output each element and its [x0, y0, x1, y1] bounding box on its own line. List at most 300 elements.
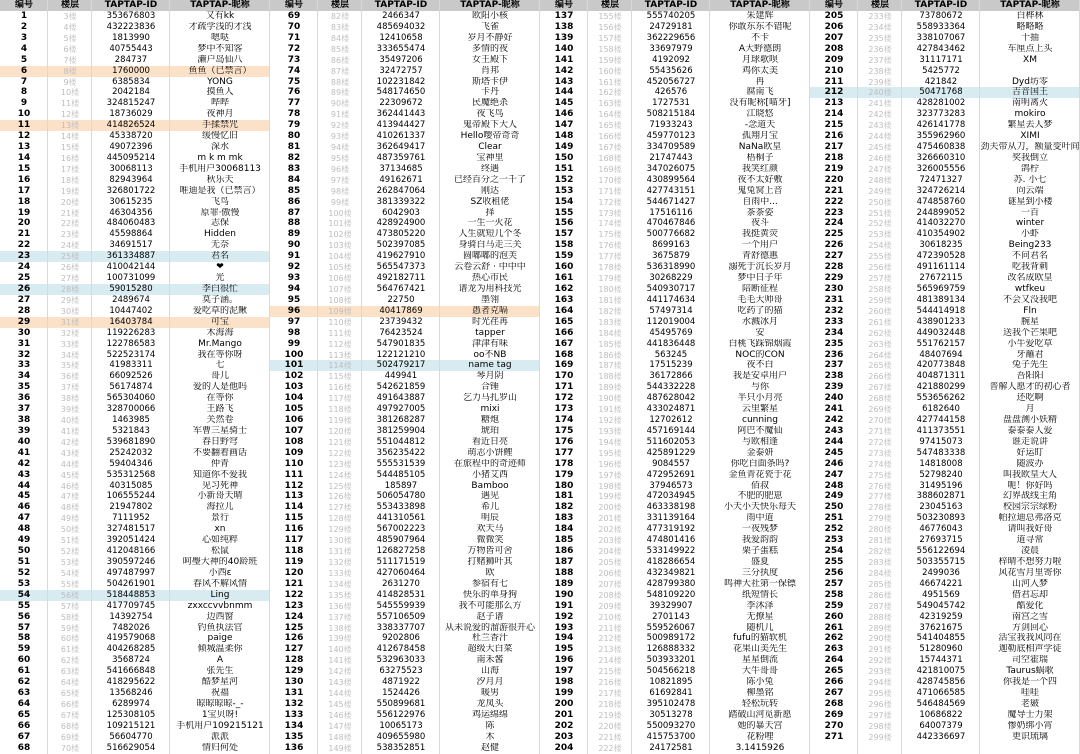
taptap-id-cell: 45338720: [109, 131, 153, 142]
nickname-cell: NaNa欧皇: [738, 142, 782, 153]
nickname-cell: 冉: [755, 76, 765, 87]
floor-cell: 177楼: [598, 252, 622, 262]
floor-cell: 245楼: [868, 143, 892, 153]
floor-cell: 94楼: [330, 143, 350, 153]
floor-cell: 192楼: [598, 416, 622, 426]
nickname-cell: 哇哇: [1020, 688, 1039, 699]
floor-cell: 182楼: [598, 306, 622, 316]
taptap-id-cell: 428799380: [646, 578, 696, 589]
nickname-cell: 三分执度: [741, 567, 778, 578]
floor-cell: 213楼: [598, 645, 622, 655]
row-number: 107: [284, 425, 304, 436]
nickname-cell: 终遇: [480, 163, 499, 174]
row-number: 109: [284, 447, 304, 458]
nickname-cell: 道寻常: [1016, 535, 1044, 546]
nickname-cell: 朱建辉: [746, 11, 774, 21]
floor-cell: 82楼: [330, 12, 350, 21]
nickname-cell: Ling: [210, 589, 230, 600]
floor-cell: 194楼: [598, 437, 622, 447]
row-number: 22: [17, 240, 31, 251]
row-number: 72: [287, 43, 301, 54]
floor-cell: 185楼: [598, 339, 622, 349]
row-number: 162: [554, 284, 574, 294]
taptap-id-cell: 463338198: [646, 502, 696, 513]
taptap-id-cell: 1727531: [652, 98, 690, 109]
taptap-id-cell: 421880299: [916, 382, 966, 393]
floor-cell: 255楼: [868, 252, 892, 262]
row-number: 224: [824, 218, 844, 229]
row-number: 223: [824, 207, 844, 218]
row-number: 62: [17, 677, 31, 688]
row-number: 26: [17, 284, 31, 294]
row-number: 271: [824, 731, 844, 742]
nickname-cell: 夜飞鸟: [476, 109, 504, 120]
floor-cell: 136楼: [328, 601, 352, 611]
row-number: 129: [284, 666, 304, 677]
floor-cell: 270楼: [868, 416, 892, 426]
taptap-id-cell: 46776043: [919, 524, 963, 535]
taptap-id-cell: 1760000: [112, 65, 150, 76]
header-floor: 楼层: [588, 0, 632, 11]
nickname-cell: Clear: [478, 142, 502, 153]
nickname-cell: 呃！你好吗: [1007, 480, 1053, 491]
nickname-cell: 看近日亮: [471, 436, 508, 447]
floor-cell: 126楼: [328, 492, 352, 502]
floor-cell: 68楼: [60, 721, 80, 731]
taptap-id-cell: 362229656: [646, 32, 696, 43]
floor-cell: 155楼: [598, 12, 622, 21]
taptap-id-cell: 518448853: [106, 589, 156, 600]
row-number: 186: [554, 546, 574, 557]
row-number: 181: [554, 491, 574, 502]
nickname-cell: 司空霍瑞: [1011, 655, 1048, 666]
taptap-id-cell: 556122694: [916, 546, 966, 557]
taptap-id-cell: 441310561: [376, 513, 426, 524]
taptap-id-cell: 2701143: [652, 611, 690, 622]
taptap-id-cell: 544485105: [376, 469, 426, 480]
header-id: TAPTAP-ID: [362, 0, 440, 11]
nickname-cell: 十抽: [1020, 32, 1039, 43]
taptap-id-cell: 546484569: [916, 698, 966, 709]
row-number: 61: [17, 666, 31, 677]
floor-cell: 251楼: [868, 208, 892, 218]
nickname-cell: 白桦林: [1016, 11, 1044, 21]
taptap-id-cell: 474858760: [916, 196, 966, 207]
nickname-cell: 没有昵称[喵牙]: [729, 98, 791, 109]
taptap-id-cell: 37946573: [649, 480, 693, 491]
floor-cell: 157楼: [598, 33, 622, 43]
table-block-2: [270, 0, 540, 754]
nickname-cell: 暖男: [480, 688, 499, 699]
taptap-id-cell: 414826524: [106, 120, 156, 131]
floor-cell: 161楼: [598, 77, 622, 87]
row-number: 214: [824, 109, 844, 120]
nickname-cell: 梦中日子年: [737, 273, 783, 284]
taptap-id-cell: 33697979: [649, 43, 693, 54]
row-number: 87: [287, 207, 301, 218]
taptap-id-cell: 122786583: [106, 338, 156, 349]
taptap-id-cell: 539681890: [106, 436, 156, 447]
floor-cell: 180楼: [598, 285, 622, 294]
taptap-id-cell: 557106509: [376, 611, 426, 622]
nickname-cell: 陈小兔: [746, 677, 774, 688]
nickname-cell: 春日野穹: [201, 436, 238, 447]
floor-cell: 219楼: [598, 710, 622, 720]
taptap-id-cell: 558933364: [916, 21, 966, 32]
row-number: 12: [17, 131, 31, 142]
floor-cell: 11楼: [60, 99, 80, 109]
floor-cell: 298楼: [868, 721, 892, 731]
taptap-id-cell: 30268229: [649, 273, 693, 284]
nickname-cell: 白桃飞踩锦烟霞: [728, 338, 792, 349]
floor-cell: 18楼: [60, 175, 80, 185]
row-number: 188: [554, 567, 574, 578]
row-number: 168: [554, 349, 574, 360]
row-number: 158: [554, 240, 574, 251]
row-number: 17: [17, 185, 31, 196]
row-number: 173: [554, 404, 574, 415]
nickname-cell: 鸡你太美: [741, 65, 778, 76]
nickname-cell: m k m mk: [197, 152, 243, 163]
floor-cell: 108楼: [328, 295, 352, 305]
grid-vline: [587, 0, 588, 754]
nickname-cell: 金泰妍: [746, 447, 774, 458]
floor-cell: 34楼: [60, 350, 80, 360]
taptap-id-cell: 40755443: [109, 43, 153, 54]
taptap-id-cell: 502397085: [376, 240, 426, 251]
nickname-cell: 水溅冰月: [741, 316, 778, 327]
floor-cell: 58楼: [60, 612, 80, 622]
row-number: 191: [554, 600, 574, 611]
floor-cell: 125楼: [328, 481, 352, 491]
row-number: 66: [17, 720, 31, 731]
floor-cell: 116楼: [328, 383, 352, 393]
row-number: 67: [17, 731, 31, 742]
taptap-id-cell: 472390528: [916, 251, 966, 262]
row-number: 30: [17, 327, 31, 338]
nickname-cell: 爱吃草的泥鳅: [192, 305, 247, 316]
row-number: 145: [554, 98, 574, 109]
row-number: 194: [554, 633, 574, 644]
floor-cell: 27楼: [60, 274, 80, 284]
nickname-cell: 苏. 小七: [1013, 174, 1047, 185]
floor-cell: 135楼: [328, 590, 352, 600]
nickname-cell: 谁走说讲: [1011, 436, 1048, 447]
floor-cell: 91楼: [330, 110, 350, 120]
floor-cell: 103楼: [328, 241, 352, 251]
nickname-cell: 我在等你呀: [197, 349, 243, 360]
row-number: 114: [284, 502, 304, 513]
floor-cell: 35楼: [60, 361, 80, 371]
row-number: 39: [17, 425, 31, 436]
row-number: 146: [554, 109, 574, 120]
row-number: 95: [287, 294, 301, 305]
nickname-cell: 民魔绝杀: [471, 98, 508, 109]
taptap-id-cell: 538352851: [376, 742, 426, 753]
nickname-cell: 微微笑: [476, 535, 504, 546]
taptap-id-cell: 326660310: [916, 152, 966, 163]
taptap-id-cell: 1463985: [112, 415, 150, 426]
nickname-cell: 欧: [485, 567, 495, 578]
nickname-cell: 夜斗: [750, 218, 769, 229]
row-number: 64: [17, 698, 31, 709]
taptap-id-cell: 82943964: [109, 174, 153, 185]
nickname-cell: 赵健: [480, 742, 499, 753]
row-number: 260: [824, 611, 844, 622]
nickname-cell: 我不可能那么方: [458, 600, 522, 611]
nickname-cell: 酷梦星河: [201, 677, 238, 688]
row-number: 155: [554, 207, 574, 218]
header-no: 编号: [0, 0, 48, 11]
taptap-id-cell: 565304060: [106, 393, 156, 404]
taptap-id-cell: 426141778: [916, 120, 966, 131]
taptap-id-cell: 244899052: [916, 207, 966, 218]
floor-cell: 97楼: [330, 175, 350, 185]
floor-cell: 208楼: [598, 590, 622, 600]
nickname-cell: mokiro: [1014, 109, 1046, 120]
row-number: 170: [554, 371, 574, 382]
row-number: 77: [287, 98, 301, 109]
nickname-cell: 欧阳小核: [471, 11, 508, 21]
floor-cell: 147楼: [328, 721, 352, 731]
taptap-id-cell: 23045163: [919, 502, 963, 513]
row-number: 200: [554, 698, 574, 709]
row-number: 108: [284, 436, 304, 447]
floor-cell: 118楼: [328, 405, 352, 415]
taptap-id-cell: 31117171: [919, 54, 963, 65]
taptap-id-cell: 12702612: [649, 415, 693, 426]
nickname-cell: 一生一火花: [467, 218, 513, 229]
row-number: 113: [284, 491, 304, 502]
taptap-id-cell: 333655474: [376, 43, 426, 54]
row-number: 225: [824, 229, 844, 240]
nickname-cell: 已经百分之一千了: [453, 174, 526, 185]
nickname-cell: 手机用户109215121: [176, 720, 264, 731]
taptap-id-cell: 51280960: [919, 644, 963, 655]
row-number: 264: [824, 655, 844, 666]
taptap-id-cell: 30615235: [109, 196, 153, 207]
floor-cell: 240楼: [868, 88, 892, 98]
floor-cell: 262楼: [868, 328, 892, 338]
nickname-cell: 鬼帝殿下大人: [462, 120, 517, 131]
row-number: 137: [554, 11, 574, 21]
row-number: 159: [554, 251, 574, 262]
taptap-id-cell: 567002223: [376, 524, 426, 535]
taptap-id-cell: 404268285: [106, 644, 156, 655]
nickname-cell: 君名: [210, 251, 229, 262]
floor-cell: 46楼: [60, 481, 80, 491]
row-number: 14: [17, 152, 31, 163]
floor-cell: 238楼: [868, 66, 892, 76]
floor-cell: 24楼: [60, 241, 80, 251]
floor-cell: 70楼: [60, 743, 80, 753]
row-number: 243: [824, 425, 844, 436]
floor-cell: 120楼: [328, 426, 352, 436]
taptap-id-cell: 430899564: [646, 174, 696, 185]
floor-cell: 99楼: [330, 197, 350, 207]
floor-cell: 202楼: [598, 525, 622, 535]
nickname-cell: 孤翔月宝: [741, 131, 778, 142]
taptap-id-cell: 428924900: [376, 218, 426, 229]
taptap-id-cell: 338107067: [916, 32, 966, 43]
floor-cell: 254楼: [868, 241, 892, 251]
floor-cell: 279楼: [868, 514, 892, 524]
row-number: 216: [824, 131, 844, 142]
taptap-id-cell: 2466347: [382, 11, 420, 21]
row-number: 265: [824, 666, 844, 677]
floor-cell: 242楼: [868, 110, 892, 120]
taptap-id-cell: 438901233: [916, 316, 966, 327]
row-number: 35: [17, 382, 31, 393]
taptap-id-cell: 9084557: [652, 458, 690, 469]
row-number: 106: [284, 415, 304, 426]
taptap-id-cell: 61692841: [649, 688, 693, 699]
nickname-cell: 景行: [210, 513, 229, 524]
taptap-id-cell: 361334887: [106, 251, 156, 262]
taptap-id-cell: 485694032: [376, 21, 426, 32]
taptap-id-cell: 122121210: [376, 349, 426, 360]
row-number: 97: [287, 316, 301, 327]
row-number: 246: [824, 458, 844, 469]
nickname-cell: 柳墨铭: [746, 688, 774, 699]
floor-cell: 12楼: [60, 110, 80, 120]
taptap-id-cell: 395102478: [646, 698, 696, 709]
nickname-cell: 汐月月: [476, 677, 504, 688]
row-number: 183: [554, 513, 574, 524]
nickname-cell: 时光荏苒: [471, 316, 508, 327]
row-number: 73: [287, 54, 301, 65]
taptap-id-cell: 1813990: [112, 32, 150, 43]
row-number: 91: [287, 251, 301, 262]
row-number: 203: [554, 731, 574, 742]
taptap-id-cell: 25242032: [109, 447, 153, 458]
nickname-cell: 快乐的单身狗: [462, 589, 517, 600]
row-number: 70: [287, 21, 301, 32]
row-number: 184: [554, 524, 574, 535]
nickname-cell: XIMI: [1020, 131, 1040, 142]
nickname-cell: 人生就短几个冬: [458, 229, 522, 240]
row-number: 50: [17, 546, 31, 557]
taptap-id-cell: 56604770: [109, 731, 153, 742]
nickname-cell: 军曹三星骑士: [192, 425, 247, 436]
nickname-cell: 知道你不爱我: [192, 469, 247, 480]
row-number: 54: [17, 589, 31, 600]
floor-cell: 250楼: [868, 197, 892, 207]
nickname-cell: Dyd坊零: [1012, 76, 1048, 87]
nickname-cell: 请叫我好哥: [1007, 524, 1053, 535]
nickname-cell: 活宝我我风同在: [998, 633, 1062, 644]
row-number: 141: [554, 54, 574, 65]
floor-cell: 51楼: [60, 536, 80, 546]
taptap-id-cell: 31495196: [919, 480, 963, 491]
nickname-cell: 呵璺大神的40龄班: [182, 557, 258, 567]
nickname-cell: 摸鱼人: [206, 87, 234, 98]
nickname-cell: [980, 66, 1080, 77]
taptap-id-cell: 502479217: [376, 360, 426, 371]
taptap-id-cell: 549045742: [916, 600, 966, 611]
nickname-cell: 一夜残梦: [741, 524, 778, 535]
floor-cell: 149楼: [328, 743, 352, 753]
nickname-cell: 刚达: [480, 185, 499, 196]
taptap-id-cell: 106555244: [106, 491, 156, 502]
nickname-cell: 夜神月: [206, 109, 234, 120]
nickname-cell: 嗯哒: [210, 32, 229, 43]
nickname-cell: 哥几: [210, 371, 229, 382]
floor-cell: 41楼: [60, 426, 80, 436]
row-number: 34: [17, 371, 31, 382]
nickname-cell: 腕星: [1020, 316, 1039, 327]
floor-cell: 19楼: [60, 186, 80, 196]
nickname-cell: 陈: [485, 720, 495, 731]
nickname-cell: 你我是一个四: [1002, 677, 1057, 688]
nickname-cell: 才疏学浅的才浅: [188, 21, 252, 32]
row-number: 8: [20, 87, 28, 98]
nickname-cell: Being233: [1008, 240, 1052, 251]
nickname-cell: 希儿: [480, 502, 499, 513]
taptap-id-cell: 7111952: [112, 513, 150, 524]
floor-cell: 127楼: [328, 503, 352, 513]
floor-cell: 218楼: [598, 699, 622, 709]
header-id: TAPTAP-ID: [632, 0, 710, 11]
row-number: 94: [287, 284, 301, 294]
taptap-id-cell: 2489674: [112, 294, 150, 305]
row-number: 213: [824, 98, 844, 109]
floor-cell: 23楼: [60, 230, 80, 240]
nickname-cell: 牙蘸君: [1016, 349, 1044, 360]
taptap-id-cell: 2042184: [112, 87, 150, 98]
floor-cell: 144楼: [328, 689, 352, 699]
nickname-cell: 月球歌呗: [741, 54, 778, 65]
nickname-cell: 木: [485, 731, 495, 742]
row-number: 172: [554, 393, 574, 404]
nickname-cell: 龙凤头: [476, 698, 504, 709]
taptap-id-cell: 421842: [924, 76, 958, 87]
taptap-id-cell: 353676803: [106, 11, 156, 21]
row-number: 85: [287, 185, 301, 196]
header-floor: 楼层: [858, 0, 902, 11]
row-number: 57: [17, 622, 31, 633]
nickname-cell: 不卡: [750, 32, 769, 43]
taptap-id-cell: 432349821: [646, 567, 696, 578]
row-number: 142: [554, 65, 574, 76]
taptap-id-cell: 551762157: [916, 338, 966, 349]
row-number: 124: [284, 611, 304, 622]
row-number: 140: [554, 43, 574, 54]
row-number: 74: [287, 65, 301, 76]
floor-cell: 293楼: [868, 667, 892, 677]
row-number: 136: [284, 742, 304, 753]
floor-cell: 289楼: [868, 623, 892, 633]
floor-cell: 237楼: [868, 55, 892, 65]
floor-cell: 3楼: [63, 12, 77, 21]
taptap-id-cell: 427744158: [916, 415, 966, 426]
taptap-id-cell: 56174874: [109, 382, 153, 393]
header-floor: 楼层: [318, 0, 362, 11]
row-number: 139: [554, 32, 574, 43]
taptap-id-cell: 414828531: [376, 589, 426, 600]
taptap-id-cell: 381268287: [376, 415, 426, 426]
floor-cell: 37楼: [60, 383, 80, 393]
row-number: 112: [284, 480, 304, 491]
taptap-id-cell: 185897: [384, 480, 418, 491]
nickname-cell: 琴月阴: [476, 371, 504, 382]
row-number: 228: [824, 262, 844, 273]
taptap-id-cell: 544332228: [646, 382, 696, 393]
nickname-cell: 你敢东东不错呢: [728, 21, 792, 32]
taptap-id-cell: 415753700: [646, 731, 696, 742]
nickname-cell: 你吃白面条吗?: [730, 458, 790, 469]
floor-cell: 129楼: [328, 525, 352, 535]
